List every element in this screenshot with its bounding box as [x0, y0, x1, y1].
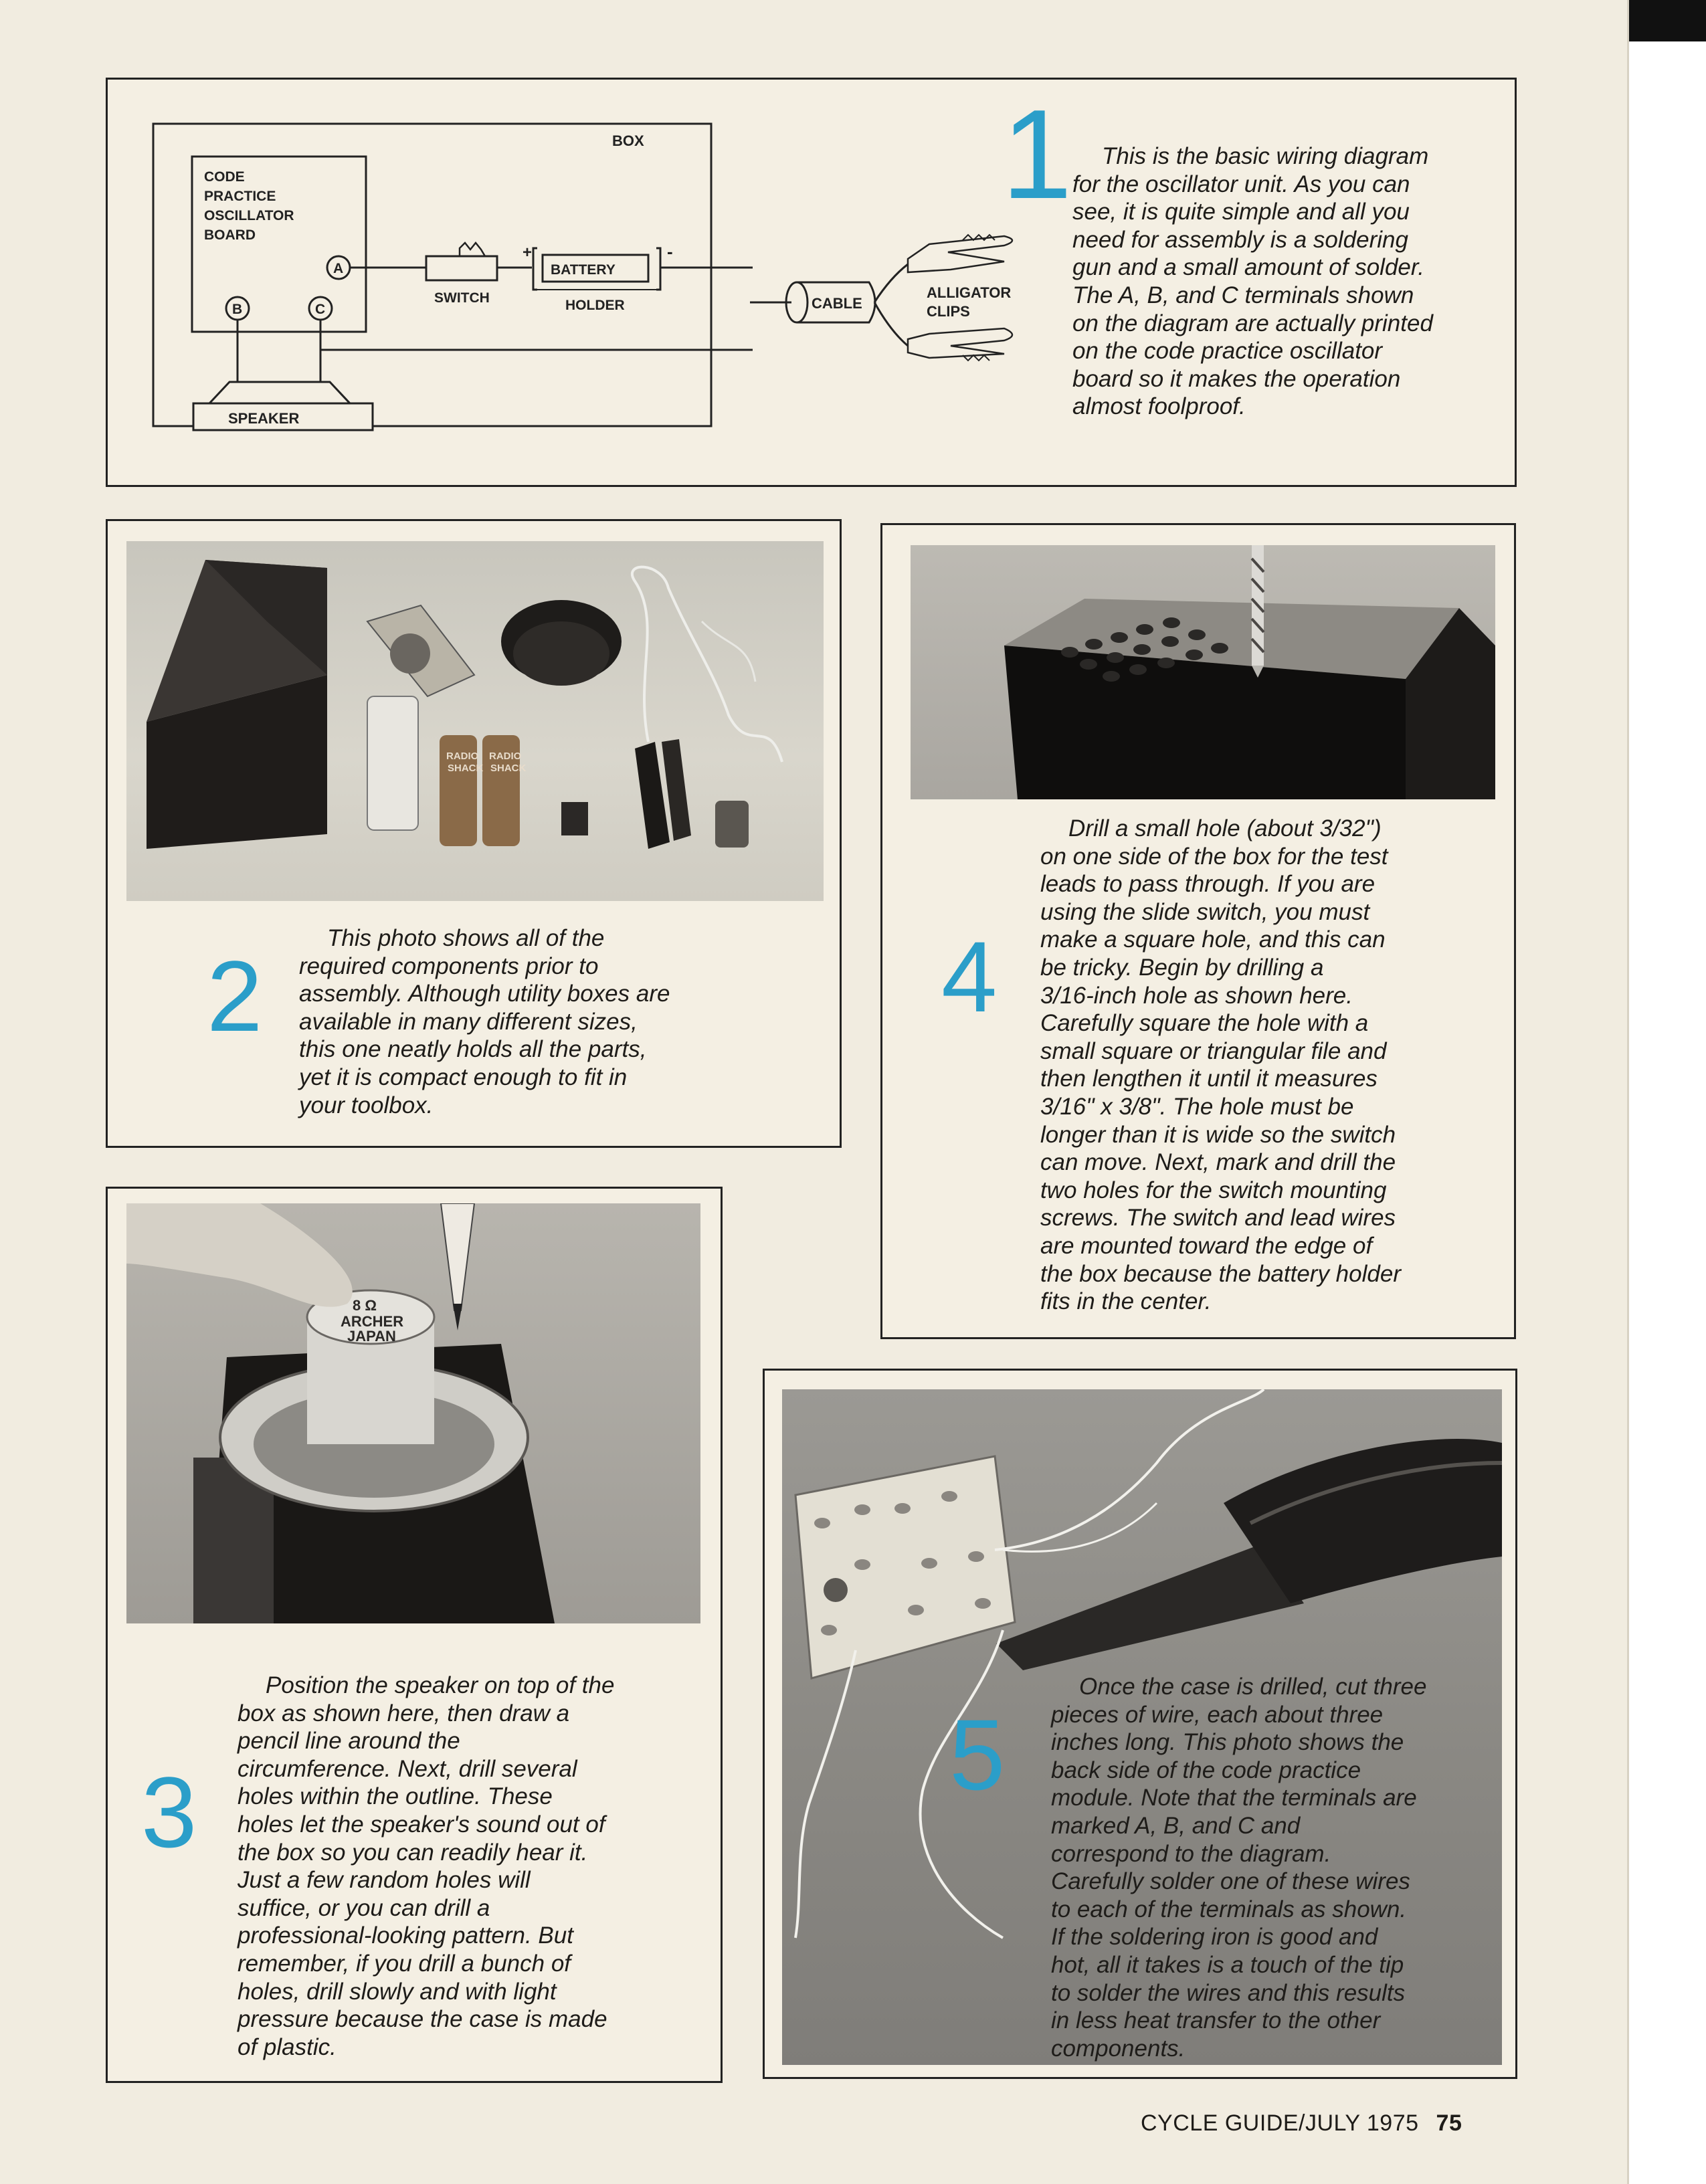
step-5-number: 5 [949, 1698, 1006, 1811]
step-2-panel [106, 519, 842, 1148]
caption-line: on the diagram are actually printed [1072, 310, 1433, 336]
speaker-photo [126, 1203, 700, 1623]
board-label-1: CODE [204, 169, 245, 185]
caption-line: 3/16" x 3/8". The hole must be [1040, 1093, 1354, 1120]
board-label-3: OSCILLATOR [204, 208, 294, 223]
caption-line: see, it is quite simple and all you [1072, 199, 1410, 225]
caption-line: can move. Next, mark and drill the [1040, 1149, 1396, 1176]
step-2-caption [299, 924, 821, 1119]
terminal-c-label: C [315, 302, 326, 317]
caption-line: hot, all it takes is a touch of the tip [1051, 1951, 1404, 1978]
caption-line: The A, B, and C terminals shown [1072, 282, 1414, 308]
caption-line: Carefully solder one of these wires [1051, 1868, 1410, 1895]
drilled-box-photo [911, 545, 1495, 799]
caption-line: fits in the center. [1040, 1288, 1212, 1315]
caption-line: pressure because the case is made [238, 2006, 607, 2033]
switch-symbol [426, 256, 497, 280]
caption-line: This photo shows all of the [327, 925, 605, 951]
caption-line: longer than it is wide so the switch [1040, 1121, 1396, 1148]
caption-line: back side of the code practice [1051, 1757, 1361, 1783]
caption-line: If the soldering iron is good and [1051, 1924, 1378, 1951]
alligator-clip-top [908, 236, 1012, 272]
caption-line: on one side of the box for the test [1040, 843, 1388, 870]
page-edge [1627, 0, 1706, 2184]
caption-line: then lengthen it until it measures [1040, 1066, 1378, 1092]
terminal-b-label: B [232, 302, 243, 317]
caption-line: on the code practice oscillator [1072, 338, 1383, 365]
caption-line: need for assembly is a soldering [1072, 226, 1408, 253]
caption-line: 3/16-inch hole as shown here. [1040, 982, 1353, 1009]
caption-line: Drill a small hole (about 3/32") [1068, 815, 1382, 841]
holder-label: HOLDER [565, 298, 625, 313]
components-photo [126, 541, 824, 901]
battery-label: BATTERY [551, 262, 615, 278]
minus-sign: - [667, 241, 673, 262]
speaker-print-3: JAPAN [347, 1328, 396, 1345]
caption-line: board so it makes the operation [1072, 365, 1401, 392]
caption-line: small square or triangular file and [1040, 1037, 1387, 1064]
step-2-number: 2 [207, 940, 263, 1052]
battery-print-1: RADIO [446, 751, 479, 762]
caption-line: in less heat transfer to the other [1051, 2007, 1381, 2034]
caption-line: pieces of wire, each about three [1051, 1701, 1384, 1728]
wiring-diagram [151, 109, 753, 470]
page-number: 75 [1436, 2110, 1462, 2136]
caption-line: correspond to the diagram. [1051, 1840, 1331, 1867]
step-4-caption [1040, 815, 1509, 1316]
caption-line: This is the basic wiring diagram [1102, 143, 1429, 169]
publication-name: CYCLE GUIDE/JULY 1975 [1141, 2110, 1419, 2136]
caption-line: the box because the battery holder [1040, 1260, 1401, 1287]
caption-line: components. [1051, 2035, 1186, 2062]
caption-line: two holes for the switch mounting [1040, 1177, 1387, 1203]
caption-line: are mounted toward the edge of [1040, 1232, 1373, 1259]
caption-line: the box so you can readily hear it. [238, 1839, 588, 1866]
caption-line: leads to pass through. If you are [1040, 871, 1376, 898]
caption-line: Just a few random holes will [238, 1867, 531, 1894]
battery-print-4: SHACK [490, 763, 527, 774]
caption-line: Position the speaker on top of the [266, 1672, 615, 1698]
caption-line: screws. The switch and lead wires [1040, 1205, 1396, 1231]
caption-line: available in many different sizes, [299, 1008, 638, 1035]
caption-line: using the slide switch, you must [1040, 898, 1370, 925]
caption-line: of plastic. [238, 2033, 337, 2060]
step-3-panel [106, 1187, 723, 2083]
page-footer [1141, 2110, 1462, 2137]
step-1-number: 1 [1002, 84, 1072, 225]
edge-tab [1629, 0, 1706, 41]
box-label: BOX [612, 132, 644, 149]
step-1-caption [1072, 142, 1507, 421]
step-5-caption [1051, 1673, 1513, 2062]
caption-line: gun and a small amount of solder. [1072, 254, 1424, 281]
battery-print-3: RADIO [489, 751, 522, 762]
clips-label-2: CLIPS [927, 303, 970, 320]
caption-line: make a square hole, and this can [1040, 926, 1386, 953]
step-4-panel [880, 523, 1516, 1339]
caption-line: module. Note that the terminals are [1051, 1785, 1417, 1811]
board-label-2: PRACTICE [204, 189, 276, 204]
caption-line: professional-looking pattern. But [238, 1922, 573, 1949]
caption-line: this one neatly holds all the parts, [299, 1036, 647, 1063]
caption-line: holes, drill slowly and with light [238, 1978, 557, 2005]
caption-line: required components prior to [299, 953, 599, 979]
caption-line: Once the case is drilled, cut three [1079, 1674, 1427, 1700]
caption-line: inches long. This photo shows the [1051, 1729, 1404, 1756]
step-3-number: 3 [141, 1756, 197, 1868]
speaker-label: SPEAKER [228, 410, 300, 427]
speaker-print-1: 8 Ω [353, 1297, 377, 1314]
plus-sign: + [523, 243, 533, 262]
caption-line: almost foolproof. [1072, 393, 1246, 420]
caption-line: to each of the terminals as shown. [1051, 1896, 1407, 1922]
caption-line: for the oscillator unit. As you can [1072, 171, 1410, 197]
caption-line: marked A, B, and C and [1051, 1812, 1301, 1839]
step-5-panel [763, 1369, 1517, 2079]
caption-line: suffice, or you can drill a [238, 1894, 490, 1921]
terminal-a-label: A [333, 261, 344, 276]
caption-line: pencil line around the [238, 1728, 460, 1755]
cable-and-clips [750, 197, 1031, 371]
caption-line: holes let the speaker's sound out of [238, 1811, 605, 1838]
step-3-caption [238, 1672, 719, 2061]
caption-line: be tricky. Begin by drilling a [1040, 954, 1324, 981]
step-4-number: 4 [941, 920, 998, 1033]
cable-label: CABLE [812, 295, 862, 312]
caption-line: holes within the outline. These [238, 1783, 553, 1810]
step-1-panel [106, 78, 1517, 487]
switch-label: SWITCH [434, 290, 490, 306]
caption-line: Carefully square the hole with a [1040, 1010, 1369, 1037]
caption-line: your toolbox. [299, 1092, 434, 1118]
board-label-4: BOARD [204, 227, 256, 243]
caption-line: remember, if you drill a bunch of [238, 1950, 571, 1977]
speaker-symbol [209, 382, 350, 403]
caption-line: circumference. Next, drill several [238, 1755, 577, 1782]
caption-line: assembly. Although utility boxes are [299, 981, 670, 1007]
clips-label-1: ALLIGATOR [927, 284, 1012, 301]
caption-line: box as shown here, then draw a [238, 1700, 570, 1726]
alligator-clip-bottom [908, 328, 1012, 358]
caption-line: yet it is compact enough to fit in [299, 1064, 628, 1090]
caption-line: to solder the wires and this results [1051, 1979, 1406, 2006]
battery-print-2: SHACK [448, 763, 484, 774]
speaker-print-2: ARCHER [341, 1313, 404, 1330]
